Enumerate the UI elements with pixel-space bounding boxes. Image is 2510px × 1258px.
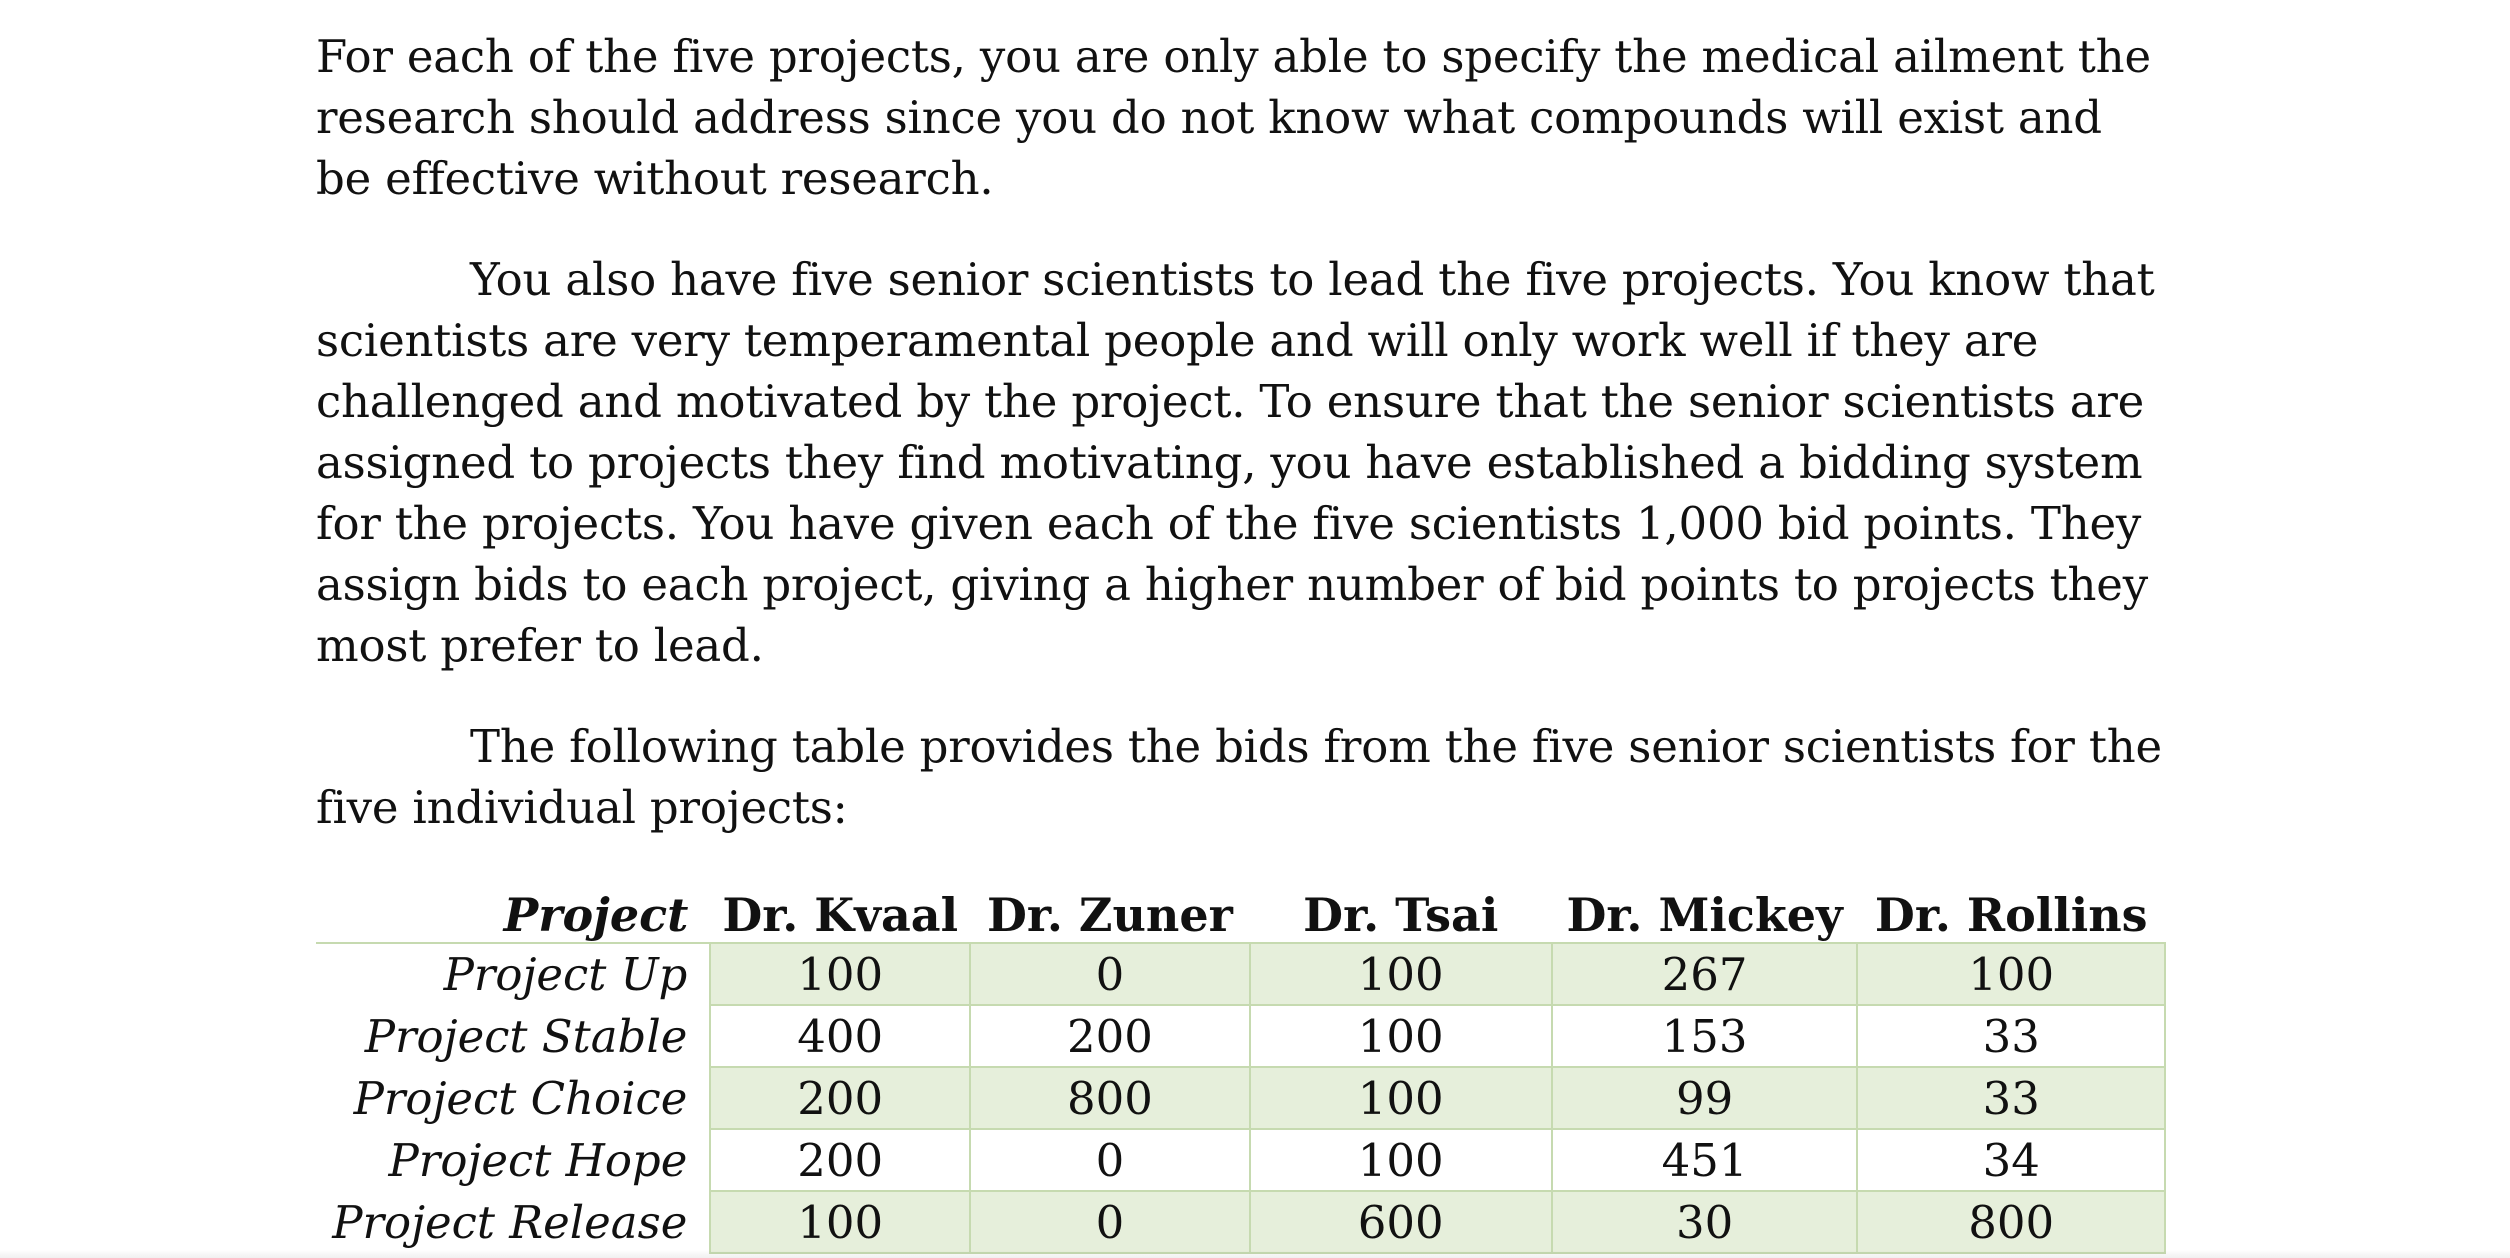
table-cell: 99 [1552, 1067, 1858, 1129]
row-label: Project Release [316, 1191, 710, 1253]
paragraph-scientists: You also have five senior scientists to lead the five projects. You know that scientists are very temperamental people and will only work well if they are challenged and motivated by the project. To ensure that the senior scientists are assigned to projects they find motivating, you have established a bidding system for the projects. You have given each of the five scientists 1,000 bid points. They assign bids to each project, giving a higher number of bid points to projects they most prefer to lead. [316, 253, 2155, 672]
paragraph-intro: For each of the five projects, you are only able to specify the medical ailment the research should address since you do not know what compounds will exist and be effective without research. [316, 30, 2151, 205]
row-label: Project Choice [316, 1067, 710, 1129]
table-cell: 100 [1250, 1129, 1552, 1191]
table-cell: 100 [1250, 943, 1552, 1005]
header-scientist: Dr. Tsai [1250, 880, 1552, 943]
table-cell: 0 [970, 943, 1250, 1005]
header-scientist: Dr. Mickey [1552, 880, 1858, 943]
page-bottom-edge [0, 1250, 2510, 1258]
table-cell: 30 [1552, 1191, 1858, 1253]
table-cell: 267 [1552, 943, 1858, 1005]
table-cell: 200 [970, 1005, 1250, 1067]
table-cell: 800 [1857, 1191, 2165, 1253]
table-cell: 33 [1857, 1005, 2165, 1067]
table-row [316, 1191, 2165, 1253]
table-cell: 100 [710, 943, 970, 1005]
table-row [316, 943, 2165, 1005]
bids-table [316, 880, 2166, 1254]
table-cell: 34 [1857, 1129, 2165, 1191]
row-label: Project Hope [316, 1129, 710, 1191]
table-cell: 100 [1857, 943, 2165, 1005]
table-cell: 0 [970, 1129, 1250, 1191]
table-row [316, 1067, 2165, 1129]
table-cell: 451 [1552, 1129, 1858, 1191]
table-cell: 400 [710, 1005, 970, 1067]
table-cell: 800 [970, 1067, 1250, 1129]
table-row [316, 1005, 2165, 1067]
header-scientist: Dr. Rollins [1857, 880, 2165, 943]
table-cell: 200 [710, 1067, 970, 1129]
table-cell: 100 [1250, 1067, 1552, 1129]
table-cell: 33 [1857, 1067, 2165, 1129]
row-label: Project Up [316, 943, 710, 1005]
table-row [316, 1129, 2165, 1191]
document-page [316, 26, 2166, 1254]
table-cell: 153 [1552, 1005, 1858, 1067]
row-label: Project Stable [316, 1005, 710, 1067]
paragraph-table-intro: The following table provides the bids from the five senior scientists for the five individual projects: [316, 720, 2162, 834]
table-header-row [316, 880, 2165, 943]
table-cell: 200 [710, 1129, 970, 1191]
table-cell: 0 [970, 1191, 1250, 1253]
table-cell: 600 [1250, 1191, 1552, 1253]
header-project: Project [316, 880, 710, 943]
table-cell: 100 [710, 1191, 970, 1253]
header-scientist: Dr. Zuner [970, 880, 1250, 943]
header-scientist: Dr. Kvaal [710, 880, 970, 943]
table-cell: 100 [1250, 1005, 1552, 1067]
